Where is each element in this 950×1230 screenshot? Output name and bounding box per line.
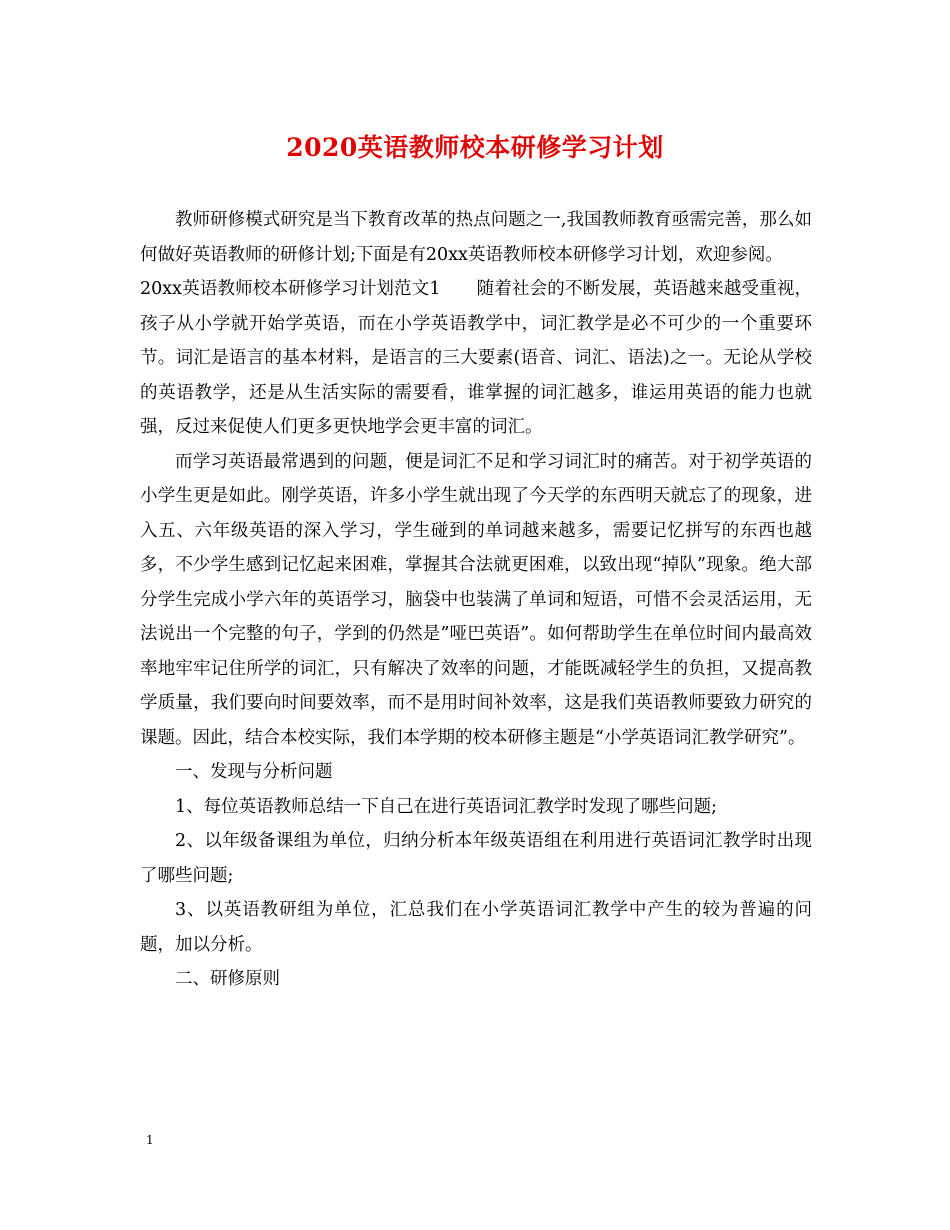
list-item-3: 3、以英语教研组为单位，汇总我们在小学英语词汇教学中产生的较为普遍的问题，加以分析。 <box>140 900 812 955</box>
section-heading-1: 一、发现与分析问题 <box>175 762 333 782</box>
document-title: 2020英语教师校本研修学习计划 <box>286 133 664 162</box>
list-item-2: 2、以年级备课组为单位，归纳分析本年级英语组在利用进行英语词汇教学时出现了哪些问题; <box>140 831 812 886</box>
intro-paragraph: 教师研修模式研究是当下教育改革的热点问题之一,我国教师教育亟需完善，那么如何做好英语教师的研修计划;下面是有20xx英语教师校本研修学习计划，欢迎参阅。 <box>140 210 812 265</box>
page-number: 1 <box>146 1133 154 1147</box>
document-body <box>140 203 812 997</box>
paragraph-2: 而学习英语最常遇到的问题，便是词汇不足和学习词汇时的痛苦。对于初学英语的小学生更是如此。刚学英语，许多小学生就出现了今天学的东西明天就忘了的现象，进入五、六年级英语的深入学习，学生碰到的单词越来越多，需要记忆拼写的东西也越多，不少学生感到记忆起来困难，掌握其合法就更困难，以致出现“掉队”现象。绝大部分学生完成小学六年的英语学习，脑袋中也装满了单词和短语，可惜不会灵活运用，无法说出一个完整的句子，学到的仍然是”哑巴英语”。如何帮助学生在单位时间内最高效率地牢牢记住所学的词汇，只有解决了效率的问题，才能既减轻学生的负担，又提高教学质量，我们要向时间要效率，而不是用时间补效率，这是我们英语教师要致力研究的课题。因此，结合本校实际，我们本学期的校本研修主题是“小学英语词汇教学研究”。 <box>140 451 812 748</box>
sample-heading: 20xx英语教师校本研修学习计划范文1 <box>140 279 441 299</box>
paragraph-1-text: 随着社会的不断发展，英语越来越受重视，孩子从小学就开始学英语，而在小学英语教学中，词汇教学是必不可少的一个重要环节。词汇是语言的基本材料，是语言的三大要素(语音、词汇、语法)之一。无论从学校的英语教学，还是从生活实际的需要看，谁掌握的词汇越多，谁运用英语的能力也就强，反过来促使人们更多更快地学会更丰富的词汇。 <box>140 279 813 437</box>
list-item-1: 1、每位英语教师总结一下自己在进行英语词汇教学时发现了哪些问题; <box>175 796 718 817</box>
sample-paragraph-1 <box>140 272 812 445</box>
section-heading-2: 二、研修原则 <box>175 969 280 989</box>
